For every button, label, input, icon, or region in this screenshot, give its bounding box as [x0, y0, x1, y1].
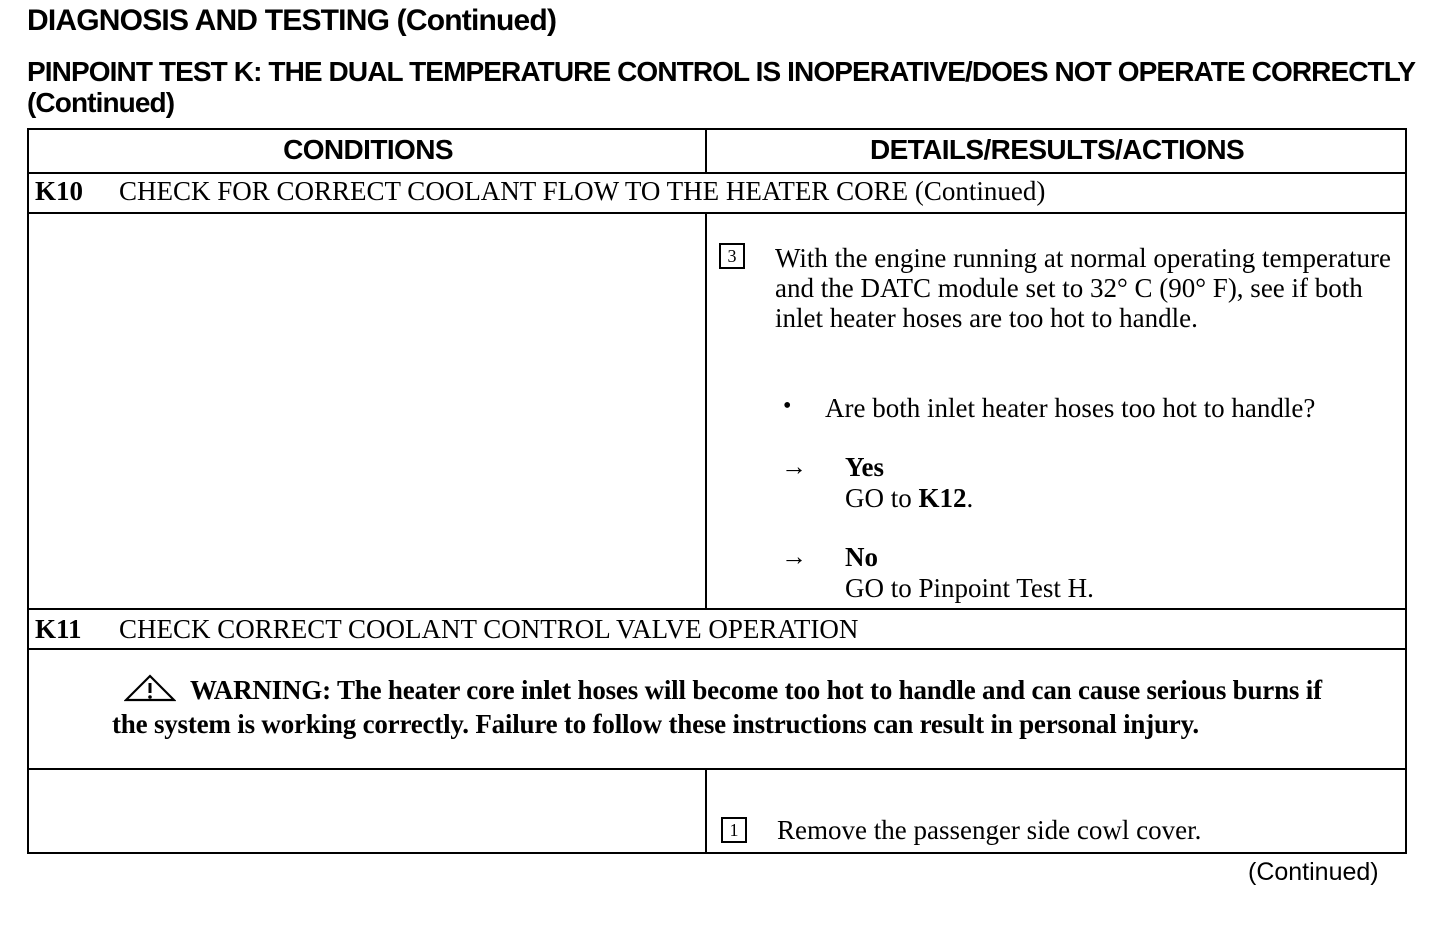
row-divider: [29, 648, 1405, 650]
column-divider: [705, 130, 707, 172]
step-title: CHECK FOR CORRECT COOLANT FLOW TO THE HEATER CORE (Continued): [119, 176, 1046, 206]
page-title: DIAGNOSIS AND TESTING (Continued): [27, 4, 557, 37]
action-text: With the engine running at normal operating temperature and the DATC module set to 32° C (90° F), see if both inlet heater hoses are too hot to handle.: [775, 243, 1391, 333]
pinpoint-test-title: PINPOINT TEST K: THE DUAL TEMPERATURE CONTROL IS INOPERATIVE/DOES NOT OPERATE CORRECTLY (Continued): [27, 56, 1415, 118]
result-answer-yes: Yes: [845, 452, 884, 482]
step-link-k12[interactable]: K12: [918, 483, 967, 513]
step-row-k11: [35, 614, 858, 645]
column-header-details: DETAILS/RESULTS/ACTIONS: [869, 134, 1245, 165]
step-row-k10: [35, 176, 1045, 207]
arrow-right-icon: →: [781, 542, 807, 571]
step-id: K10: [35, 176, 84, 206]
result-answer-no: No: [845, 542, 878, 572]
continued-note: (Continued): [1248, 858, 1379, 886]
warning-triangle-icon: [124, 674, 176, 709]
result-action-no: GO to Pinpoint Test H.: [845, 573, 1094, 603]
action-text: Remove the passenger side cowl cover.: [777, 815, 1202, 845]
action-number-box: 1: [721, 817, 747, 843]
warning-block: [112, 674, 1332, 739]
diagnostic-table: [27, 128, 1407, 854]
action-number-box: 3: [719, 243, 745, 269]
result-action-yes: GO to K12.: [845, 483, 974, 513]
column-header-conditions: CONDITIONS: [283, 134, 453, 165]
column-divider: [705, 212, 707, 608]
step-title: CHECK CORRECT COOLANT CONTROL VALVE OPERATION: [119, 614, 859, 644]
row-divider: [29, 212, 1405, 214]
row-divider: [29, 768, 1405, 770]
warning-text: WARNING: The heater core inlet hoses will become too hot to handle and can cause serious burns if the system is working correctly. Failure to follow these instructions can result in personal injury.: [112, 675, 1322, 739]
bullet-icon: •: [783, 393, 792, 419]
question-text: Are both inlet heater hoses too hot to handle?: [825, 393, 1316, 423]
row-divider: [29, 172, 1405, 174]
row-divider: [29, 608, 1405, 610]
step-id: K11: [35, 614, 82, 644]
column-divider: [705, 768, 707, 854]
arrow-right-icon: →: [781, 452, 807, 481]
